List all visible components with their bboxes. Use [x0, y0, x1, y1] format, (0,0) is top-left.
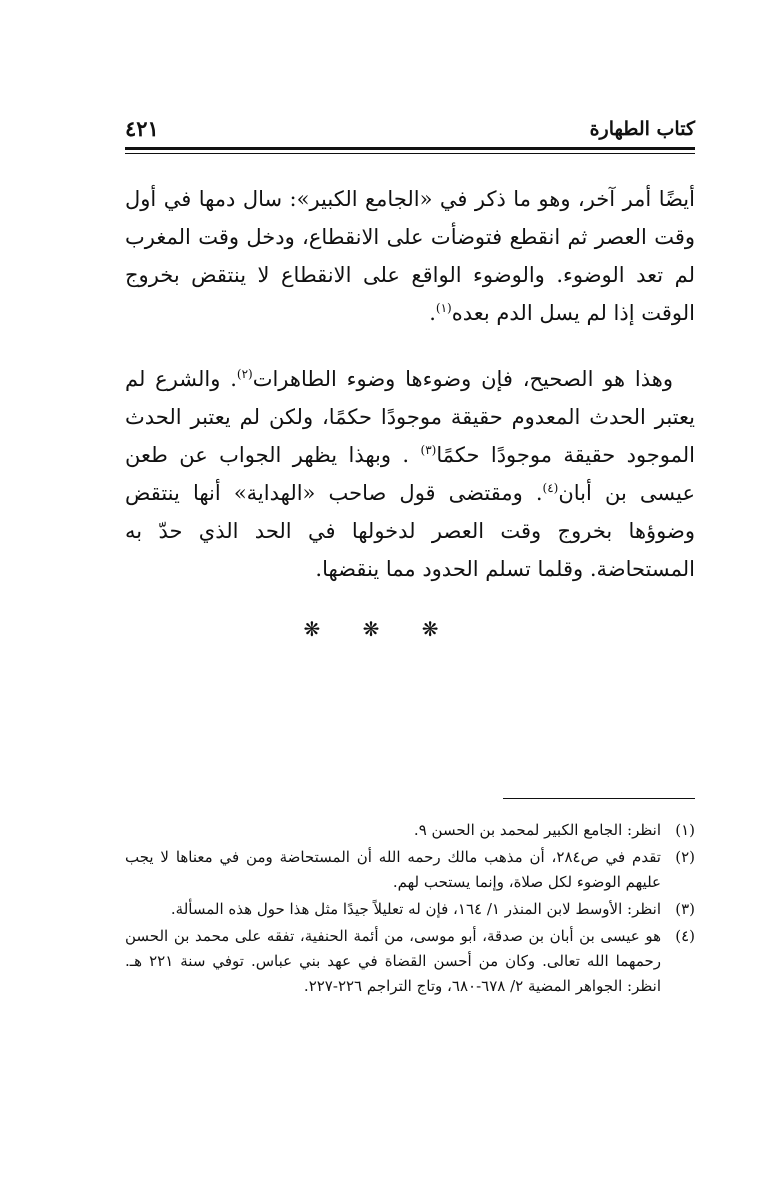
footnote-ref-4[interactable]: (٤)	[542, 481, 559, 495]
main-text	[125, 180, 695, 588]
header-rule-thin	[125, 153, 695, 154]
footnote-number: (٢)	[675, 848, 695, 866]
footnote-number: (١)	[675, 821, 695, 839]
footnotes	[125, 818, 695, 999]
footnote-1	[125, 818, 695, 843]
footnote-rule	[503, 798, 695, 799]
footnote-number: (٤)	[675, 927, 695, 945]
footnote-text: انظر: الأوسط لابن المنذر ١/ ١٦٤، فإن له تعليلاً جيدًا مثل هذا حول هذه المسألة.	[170, 900, 661, 918]
header-rule-thick	[125, 147, 695, 150]
footnote-ref-2[interactable]: (٢)	[236, 367, 253, 381]
footnote-ref-3[interactable]: (٣)	[420, 443, 437, 457]
footnote-text: تقدم في ص٢٨٤، أن مذهب مالك رحمه الله أن المستحاضة ومن في معناها لا يجب عليهم الوضوء لكل صلاة، وإنما يستحب لهم.	[125, 848, 661, 891]
footnote-3	[125, 897, 695, 922]
page-header	[125, 112, 695, 146]
footnote-4	[125, 924, 695, 999]
footnote-text: انظر: الجامع الكبير لمحمد بن الحسن ٩.	[413, 821, 661, 839]
footnote-2	[125, 845, 695, 895]
section-separator: ❋ ❋ ❋	[303, 617, 457, 641]
running-title: كتاب الطهارة	[589, 118, 695, 140]
footnote-text: هو عيسى بن أبان بن صدقة، أبو موسى، من أئمة الحنفية، تفقه على محمد بن الحسن رحمهما الله تعالى. وكان من أحسن القضاة في عهد بني عباس. توفي سنة ٢٢١ هـ. انظر: الجواهر المضية ٢/ ٦٧٨-٦٨٠، وتاج التراجم ٢٢٦-٢٢٧.	[125, 927, 662, 995]
paragraph-1: أيضًا أمر آخر، وهو ما ذكر في «الجامع الكبير»: سال دمها في أول وقت العصر ثم انقطع فتوضأت على الانقطاع، ودخل وقت المغرب لم تعد الوضوء. والوضوء الواقع على الانقطاع لا ينتقض بخروج الوقت إذا لم يسل الدم بعده$^{(١)}$.	[125, 187, 695, 325]
page-number: ٤٢١	[125, 116, 159, 141]
paragraph-2: وهذا هو الصحيح، فإن وضوءها وضوء الطاهرات$^{(٢)}$. والشرع لم يعتبر الحدث المعدوم حقيقة موجودًا حكمًا، ولكن لم يعتبر الحدث الموجود حقيقة موجودًا حكمًا$^{(٣)}$ . وبهذا يظهر الجواب عن طعن عيسى بن أبان$^{(٤)}$. ومقتضى قول صاحب «الهداية» أنها ينتقض وضوؤها بخروج وقت العصر لدخولها في الحد الذي حدّ به المستحاضة. وقلما تسلم الحدود مما ينقضها.	[125, 367, 695, 581]
footnote-ref-1[interactable]: (١)	[435, 301, 452, 315]
footnote-number: (٣)	[675, 900, 695, 918]
